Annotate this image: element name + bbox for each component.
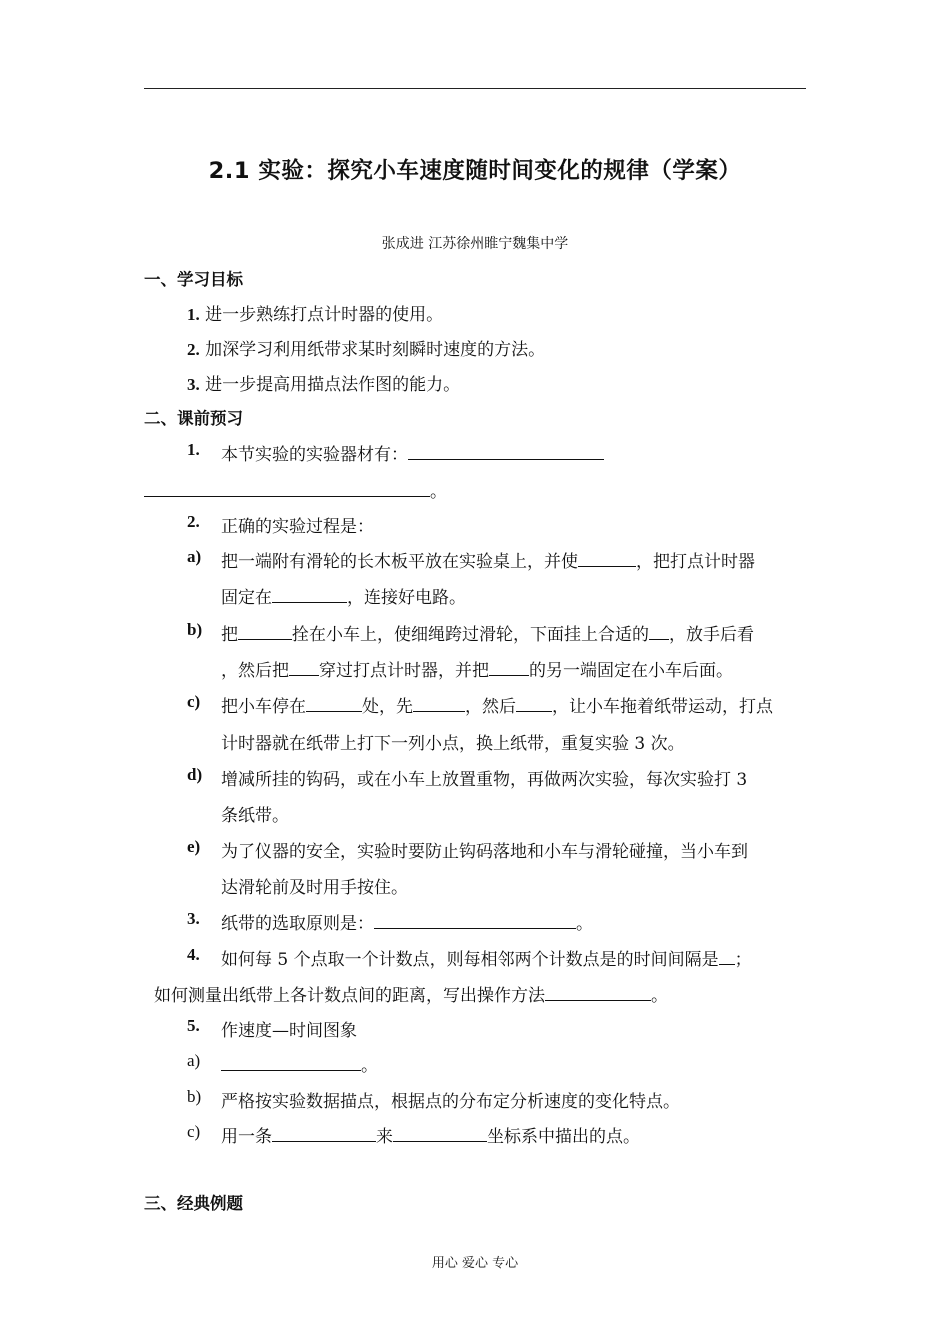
step-text: ，把打点计时器 — [636, 552, 755, 572]
answer-blank[interactable] — [545, 984, 651, 1001]
answer-blank[interactable] — [516, 695, 552, 712]
question-text: 来 — [376, 1127, 393, 1147]
answer-blank[interactable] — [393, 1125, 487, 1142]
question-1-continuation — [144, 477, 447, 502]
question-1 — [221, 440, 604, 465]
answer-blank[interactable] — [306, 695, 362, 712]
page-footer: 用心 爱心 专心 — [431, 1256, 519, 1271]
page-title: 2.1 实验：探究小车速度随时间变化的规律（学案） — [208, 158, 742, 184]
step-a-line-1 — [221, 547, 755, 572]
question-text: 坐标系中描出的点。 — [487, 1127, 640, 1147]
step-d-line-1: 增减所挂的钩码，或在小车上放置重物，再做两次实验，每次实验打 3 — [221, 770, 748, 790]
answer-blank[interactable] — [374, 912, 576, 929]
step-text: ，然后把 — [221, 661, 289, 681]
question-number: 4. — [187, 945, 200, 964]
step-label: e) — [187, 837, 201, 856]
step-text: 把一端附有滑轮的长木板平放在实验桌上，并使 — [221, 552, 578, 572]
step-b-line-2 — [221, 656, 733, 681]
sub-label: b) — [187, 1087, 202, 1106]
goal-text: 加深学习利用纸带求某时刻瞬时速度的方法。 — [205, 340, 546, 360]
question-text: 用一条 — [221, 1127, 272, 1147]
section-heading-goals: 一、学习目标 — [144, 270, 243, 289]
question-5: 作速度—时间图象 — [221, 1021, 357, 1041]
answer-blank[interactable] — [238, 623, 292, 640]
step-text: ，让小车拖着纸带运动，打点 — [552, 697, 773, 717]
goal-number: 3. — [187, 375, 200, 394]
sentence-end: 。 — [651, 986, 668, 1006]
step-e-line-2: 达滑轮前及时用手按住。 — [221, 878, 408, 898]
question-4-line-2 — [154, 981, 668, 1006]
question-5c — [221, 1122, 640, 1147]
step-text: 固定在 — [221, 588, 272, 608]
step-text: ，连接好电路。 — [347, 588, 466, 608]
question-text: 纸带的选取原则是： — [221, 914, 374, 934]
section-heading-examples: 三、经典例题 — [144, 1194, 243, 1213]
question-text: 如何每 5 个点取一个计数点，则每相邻两个计数点是的时间间隔是 — [221, 950, 719, 970]
sentence-end: 。 — [430, 482, 447, 502]
question-number: 1. — [187, 440, 200, 459]
step-text: 的另一端固定在小车后面。 — [529, 661, 733, 681]
step-label: b) — [187, 620, 203, 639]
section-heading-preview: 二、课前预习 — [144, 409, 243, 428]
step-text: 把 — [221, 625, 238, 645]
answer-blank[interactable] — [272, 1125, 376, 1142]
step-text: 处，先 — [362, 697, 413, 717]
answer-blank[interactable] — [578, 550, 636, 567]
step-c-line-2: 计时器就在纸带上打下一列小点，换上纸带，重复实验 3 次。 — [221, 734, 685, 754]
question-number: 3. — [187, 909, 200, 928]
question-text: 本节实验的实验器材有： — [221, 445, 408, 465]
goal-item — [187, 370, 460, 395]
answer-blank[interactable] — [221, 1054, 361, 1071]
goal-item — [187, 300, 443, 325]
goal-text: 进一步提高用描点法作图的能力。 — [205, 375, 461, 395]
question-5a — [221, 1051, 378, 1076]
question-number: 2. — [187, 512, 200, 531]
answer-blank[interactable] — [272, 586, 347, 603]
step-text: 穿过打点计时器，并把 — [319, 661, 489, 681]
question-text: 如何测量出纸带上各计数点间的距离，写出操作方法 — [154, 986, 545, 1006]
sentence-end: 。 — [361, 1056, 378, 1076]
sub-label: a) — [187, 1051, 201, 1070]
goal-number: 2. — [187, 340, 200, 359]
step-e-line-1: 为了仪器的安全，实验时要防止钩码落地和小车与滑轮碰撞，当小车到 — [221, 842, 748, 862]
step-text: ，放手后看 — [669, 625, 754, 645]
step-c-line-1 — [221, 692, 773, 717]
answer-blank[interactable] — [489, 659, 529, 676]
goal-text: 进一步熟练打点计时器的使用。 — [205, 305, 444, 325]
step-d-line-2: 条纸带。 — [221, 806, 289, 826]
step-a-line-2 — [221, 583, 466, 608]
author-line: 张成进 江苏徐州睢宁魏集中学 — [381, 236, 569, 252]
question-number: 5. — [187, 1016, 200, 1035]
answer-blank[interactable] — [413, 695, 465, 712]
question-text: ； — [734, 950, 752, 970]
question-5b: 严格按实验数据描点，根据点的分布定分析速度的变化特点。 — [221, 1092, 680, 1112]
step-label: c) — [187, 692, 201, 711]
step-text: ，然后 — [465, 697, 516, 717]
answer-blank[interactable] — [289, 659, 319, 676]
step-text: 拴在小车上，使细绳跨过滑轮，下面挂上合适的 — [292, 625, 649, 645]
sub-label: c) — [187, 1122, 201, 1141]
question-3 — [221, 909, 593, 934]
question-2: 正确的实验过程是： — [221, 517, 374, 537]
question-4-line-1 — [221, 945, 752, 970]
answer-blank[interactable] — [408, 443, 604, 460]
goal-number: 1. — [187, 305, 200, 324]
answer-blank[interactable] — [144, 480, 430, 497]
answer-blank[interactable] — [719, 948, 735, 965]
header-rule — [144, 88, 806, 89]
step-label: a) — [187, 547, 202, 566]
answer-blank[interactable] — [649, 623, 669, 640]
sentence-end: 。 — [576, 914, 593, 934]
step-label: d) — [187, 765, 203, 784]
step-b-line-1 — [221, 620, 754, 645]
step-text: 把小车停在 — [221, 697, 306, 717]
goal-item — [187, 335, 545, 360]
